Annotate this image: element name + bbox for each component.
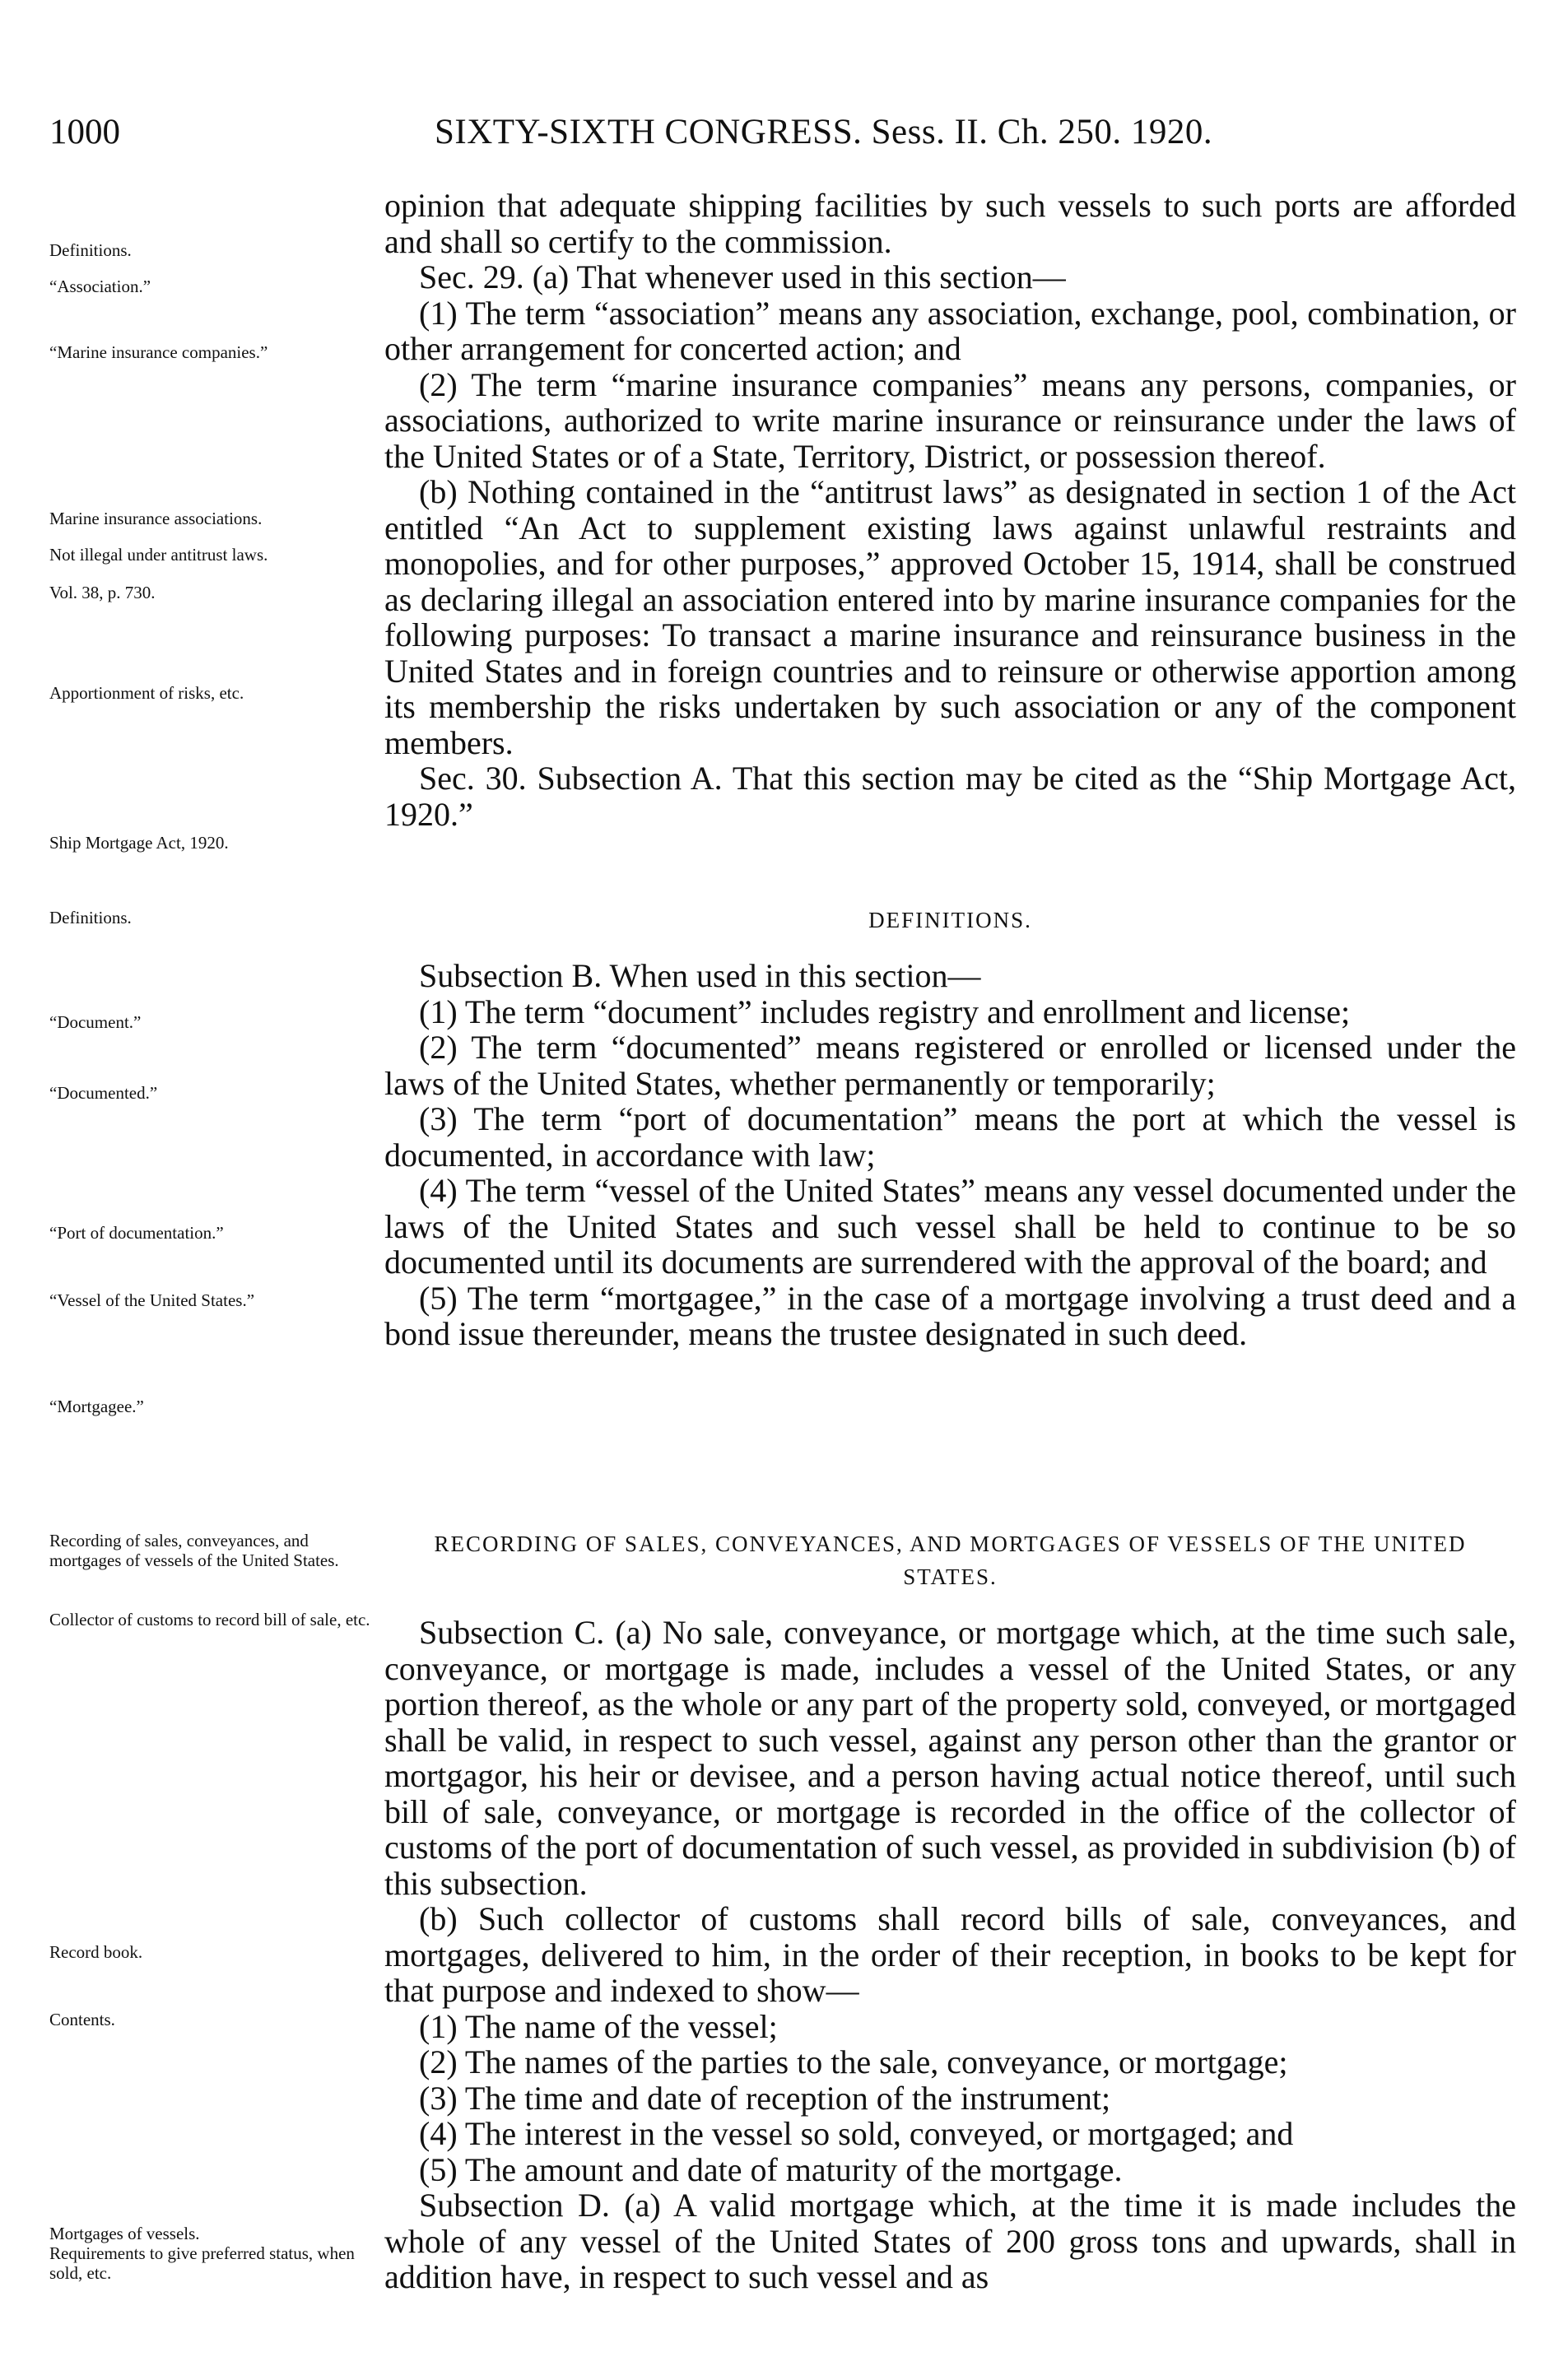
page-number: 1000 (49, 113, 120, 151)
margin-note: Apportionment of risks, etc. (49, 683, 244, 703)
text-block-recording (384, 1527, 1516, 2295)
margin-note: “Document.” (49, 1012, 142, 1032)
paragraph: (3) The term “port of documentation” means the port at which the vessel is documented, in accordance with law; (384, 1100, 1516, 1174)
paragraph: Subsection D. (a) A valid mortgage which, at the time it is made includes the whole of any vessel of the United States of 200 gross tons and upwards, shall in addition have, in respect to such vessel and as (384, 2187, 1516, 2295)
paragraph: (1) The term “association” means any association, exchange, pool, combination, or other arrangement for concerted action; and (384, 294, 1516, 367)
paragraph: (b) Such collector of customs shall record bills of sale, conveyances, and mortgages, delivered to him, in the order of their reception, in books to be kept for that purpose and indexed to show— (384, 1900, 1516, 2009)
running-head: SIXTY-SIXTH CONGRESS. Sess. II. Ch. 250. 1920. (435, 113, 1213, 151)
margin-note: “Vessel of the United States.” (49, 1290, 255, 1310)
margin-note: Definitions. (49, 240, 132, 260)
paragraph: opinion that adequate shipping facilities by such vessels to such ports are afforded and shall so certify to the commission. (384, 187, 1516, 260)
section-heading: DEFINITIONS. (868, 908, 1032, 932)
text-block-definitions (384, 904, 1516, 1352)
paragraph: (1) The name of the vessel; (419, 2007, 778, 2045)
margin-note: Contents. (49, 2010, 115, 2029)
margin-note: Recording of sales, conveyances, and mortgages of vessels of the United States. (49, 1531, 339, 1570)
margin-note: “Association.” (49, 277, 151, 296)
margin-note: “Mortgagee.” (49, 1397, 144, 1416)
paragraph: (3) The time and date of reception of the instrument; (419, 2079, 1111, 2117)
paragraph: (b) Nothing contained in the “antitrust laws” as designated in section 1 of the Act entitled “An Act to supplement existing laws against unlawful restraints and monopolies, and for other purposes,” approved October 15, 1914, shall be construed as declaring illegal an association entered into by marine insurance companies for the following purposes: To transact a marine insurance and reinsurance business in the United States and in foreign countries and to reinsure or otherwise apportion among its membership the risks undertaken by such association or any of the component members. (384, 473, 1516, 761)
paragraph: Subsection B. When used in this section— (419, 957, 981, 994)
section-heading: RECORDING OF SALES, CONVEYANCES, AND MORTGAGES OF VESSELS OF THE UNITED STATES. (434, 1532, 1467, 1589)
margin-note: Mortgages of vessels. (49, 2224, 200, 2243)
paragraph: (5) The term “mortgagee,” in the case of a mortgage involving a trust deed and a bond issue thereunder, means the trustee designated in such deed. (384, 1279, 1516, 1352)
margin-note: Ship Mortgage Act, 1920. (49, 833, 229, 853)
paragraph: (2) The names of the parties to the sale, conveyance, or mortgage; (419, 2043, 1288, 2080)
paragraph: (4) The term “vessel of the United States” means any vessel documented under the laws of the United States and such vessel shall be held to continue to be so documented until its documents are surrendered with the approval of the board; and (384, 1172, 1516, 1281)
paragraph: (2) The term “marine insurance companies” means any persons, companies, or associations, authorized to write marine insurance or reinsurance under the laws of the United States or of a State, Territory, District, or possession thereof. (384, 365, 1516, 475)
paragraph: Subsection C. (a) No sale, conveyance, or mortgage which, at the time such sale, conveyance, or mortgage is made, includes a vessel of the United States, or any portion thereof, as the whole or any part of the property sold, conveyed, or mortgaged shall be valid, in respect to such vessel, against any person other than the grantor or mortgagor, his heir or devisee, and a person having actual notice thereof, until such bill of sale, conveyance, or mortgage is recorded in the office of the collector of customs of the port of documentation of such vessel, as provided in subdivision (b) of this subsection. (384, 1614, 1516, 1902)
margin-note: Definitions. (49, 908, 132, 927)
margin-note: Not illegal under antitrust laws. (49, 545, 268, 565)
paragraph: (5) The amount and date of maturity of the mortgage. (419, 2150, 1123, 2188)
margin-note: Record book. (49, 1942, 143, 1962)
text-block-sec29 (384, 188, 1516, 832)
paragraph: (2) The term “documented” means registered or enrolled or licensed under the laws of the United States, whether permanently or temporarily; (384, 1029, 1516, 1102)
margin-note: Requirements to give preferred status, when sold, etc. (49, 2243, 355, 2283)
margin-note: “Marine insurance companies.” (49, 342, 268, 362)
paragraph: Sec. 30. Subsection A. That this section may be cited as the “Ship Mortgage Act, 1920.” (384, 760, 1516, 833)
margin-note: Collector of customs to record bill of sale, etc. (49, 1610, 370, 1629)
margin-note: Marine insurance associations. (49, 509, 263, 528)
page-header (49, 112, 1514, 161)
paragraph: Sec. 29. (a) That whenever used in this section— (419, 258, 1066, 295)
margin-note: “Documented.” (49, 1083, 158, 1103)
margin-note: “Port of documentation.” (49, 1223, 224, 1243)
margin-note: Vol. 38, p. 730. (49, 583, 156, 602)
paragraph: (4) The interest in the vessel so sold, conveyed, or mortgaged; and (419, 2115, 1294, 2152)
paragraph: (1) The term “document” includes registry and enrollment and license; (419, 992, 1351, 1030)
